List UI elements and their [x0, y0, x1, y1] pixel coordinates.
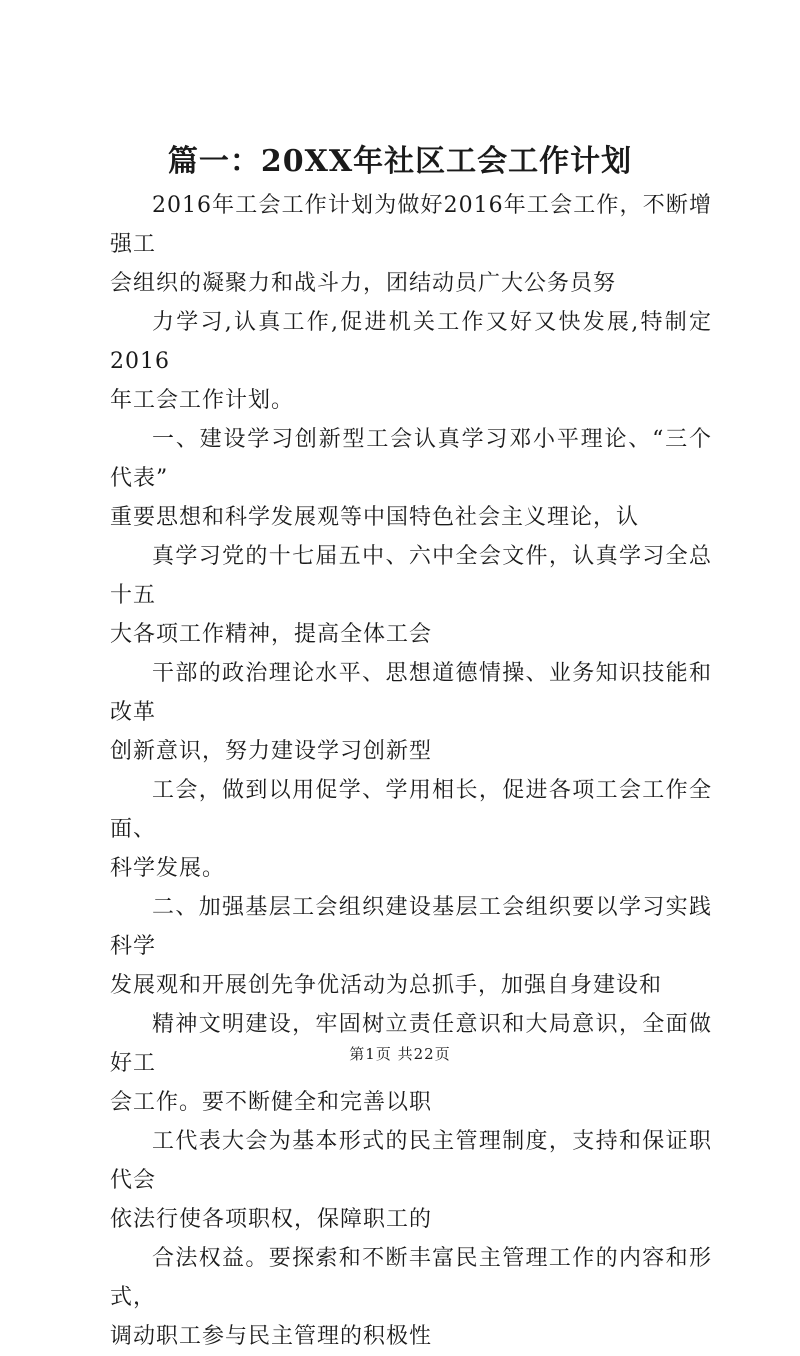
page-title: 篇一：20XX年社区工会工作计划 — [167, 144, 633, 179]
paragraph-line: 依法行使各项职权，保障职工的 — [110, 1207, 433, 1232]
paragraph-line: 发展观和开展创先争优活动为总抓手，加强自身建设和 — [110, 973, 663, 998]
paragraph-line: 大各项工作精神，提高全体工会 — [110, 622, 433, 647]
paragraph-line: 一、建设学习创新型工会认真学习邓小平理论、“三个代表” — [110, 427, 712, 491]
paragraph-10 — [110, 1239, 712, 1356]
document-body — [110, 186, 712, 1356]
paragraph-line: 工会，做到以用促学、学用相长，促进各项工会工作全面、 — [110, 778, 712, 842]
paragraph-line: 会组织的凝聚力和战斗力，团结动员广大公务员努 — [110, 271, 617, 296]
paragraph-line: 精神文明建设，牢固树立责任意识和大局意识，全面做好工 — [110, 1012, 712, 1076]
paragraph-line: 科学发展。 — [110, 856, 226, 881]
paragraph-line: 年工会工作计划。 — [110, 388, 295, 413]
paragraph-4 — [110, 537, 712, 654]
paragraph-6 — [110, 771, 712, 888]
paragraph-1 — [110, 186, 712, 303]
paragraph-line: 重要思想和科学发展观等中国特色社会主义理论，认 — [110, 505, 640, 530]
paragraph-2 — [110, 303, 712, 420]
paragraph-line: 干部的政治理论水平、思想道德情操、业务知识技能和改革 — [110, 661, 712, 725]
paragraph-line: 会工作。要不断健全和完善以职 — [110, 1090, 433, 1115]
paragraph-9 — [110, 1122, 712, 1239]
paragraph-line: 力学习,认真工作,促进机关工作又好又快发展,特制定2016 — [110, 310, 712, 374]
paragraph-line: 合法权益。要探索和不断丰富民主管理工作的内容和形式， — [110, 1246, 712, 1310]
paragraph-line: 2016年工会工作计划为做好2016年工会工作，不断增强工 — [110, 193, 712, 257]
paragraph-line: 真学习党的十七届五中、六中全会文件，认真学习全总十五 — [110, 544, 712, 608]
paragraph-line: 调动职工参与民主管理的积极性 — [110, 1324, 433, 1349]
paragraph-line: 二、加强基层工会组织建设基层工会组织要以学习实践科学 — [110, 895, 712, 959]
paragraph-3 — [110, 420, 712, 537]
page-footer: 第1页 共22页 — [349, 1045, 451, 1063]
paragraph-line: 创新意识，努力建设学习创新型 — [110, 739, 433, 764]
paragraph-line: 工代表大会为基本形式的民主管理制度，支持和保证职代会 — [110, 1129, 712, 1193]
paragraph-7 — [110, 888, 712, 1005]
paragraph-5 — [110, 654, 712, 771]
